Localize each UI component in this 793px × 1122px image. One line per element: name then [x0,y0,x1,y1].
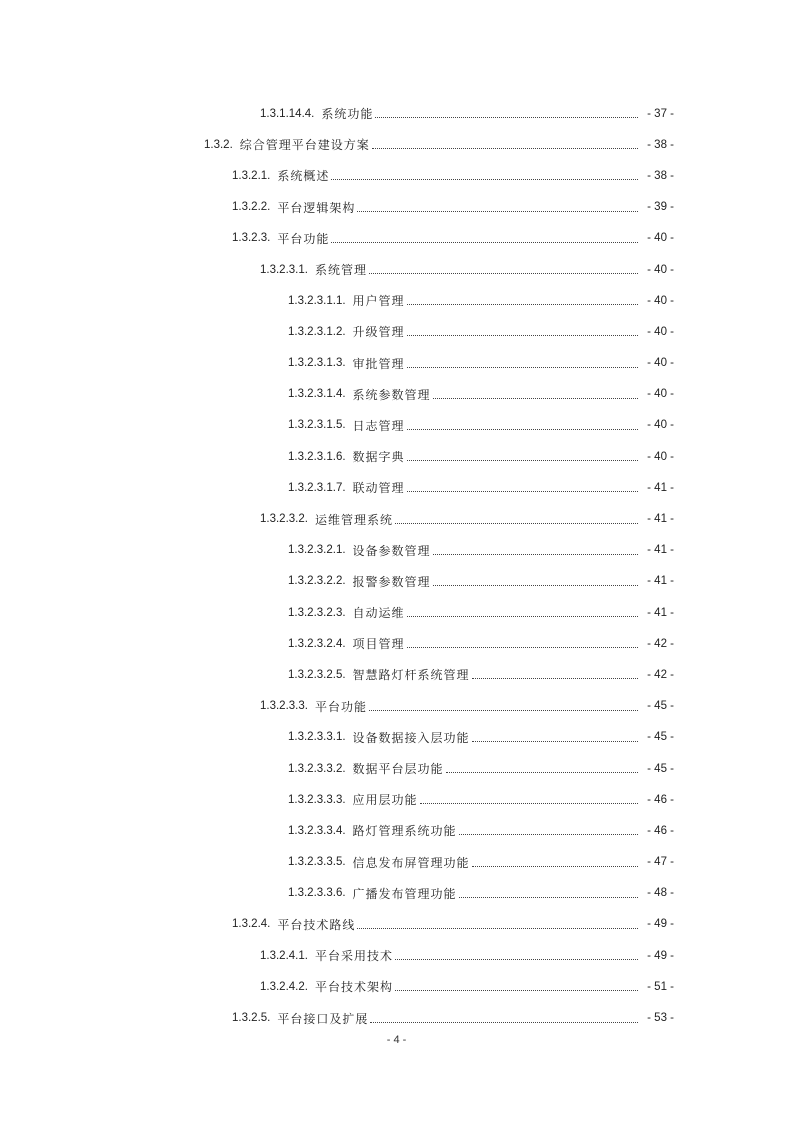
toc-entry-page: - 45 - [647,700,674,713]
toc-dot-leader [433,386,638,399]
toc-entry-page: - 41 - [647,544,674,557]
toc-dot-leader [395,978,638,991]
toc-entry-title: 应用层功能 [352,793,418,808]
toc-entry-title: 数据字典 [352,450,405,465]
toc-entry[interactable] [0,98,793,129]
toc-dot-leader [369,698,638,711]
toc-entry-number: 1.3.2.4. [232,918,271,931]
toc-entry-page: - 39 - [647,201,674,214]
toc-dot-leader [472,666,638,679]
toc-dot-leader [472,854,638,867]
toc-dot-leader [407,448,638,461]
toc-dot-leader [407,292,638,305]
toc-entry-title: 报警参数管理 [352,574,431,589]
toc-entry-title: 设备参数管理 [352,543,431,558]
toc-dot-leader [357,199,638,212]
toc-dot-leader [407,323,638,336]
toc-entry-number: 1.3.2.3.2.2. [288,575,346,588]
toc-entry-title: 系统管理 [314,263,367,278]
toc-entry[interactable] [0,379,793,410]
toc-entry-page: - 40 - [647,325,674,338]
toc-entry-page: - 40 - [647,450,674,463]
toc-entry-title: 项目管理 [352,637,405,652]
toc-entry[interactable] [0,815,793,846]
toc-entry-title: 系统概述 [277,169,330,184]
toc-entry[interactable] [0,628,793,659]
toc-entry-page: - 45 - [647,762,674,775]
toc-entry-page: - 49 - [647,918,674,931]
toc-entry-number: 1.3.2.5. [232,1012,271,1025]
toc-entry[interactable] [0,597,793,628]
toc-entry-number: 1.3.2.3.3.1. [288,731,346,744]
toc-entry-number: 1.3.2.3.1.1. [288,294,346,307]
toc-entry-page: - 41 - [647,481,674,494]
toc-entry-title: 设备数据接入层功能 [352,730,470,745]
toc-dot-leader [407,417,638,430]
toc-entry[interactable] [0,160,793,191]
toc-entry[interactable] [0,940,793,971]
toc-dot-leader [420,791,638,804]
toc-dot-leader [433,573,638,586]
toc-entry-number: 1.3.1.14.4. [260,107,315,120]
toc-dot-leader [395,947,638,960]
toc-entry-page: - 42 - [647,668,674,681]
toc-entry-title: 系统功能 [321,107,374,122]
toc-entry[interactable] [0,192,793,223]
toc-dot-leader [459,822,638,835]
toc-entry-number: 1.3.2.3.3.4. [288,824,346,837]
toc-entry-number: 1.3.2.3.1. [260,263,308,276]
toc-entry-number: 1.3.2.3.2. [260,513,308,526]
toc-entry-title: 系统参数管理 [352,387,431,402]
toc-entry-number: 1.3.2.3.3.5. [288,856,346,869]
toc-entry-title: 平台技术架构 [314,980,393,995]
toc-entry-page: - 40 - [647,388,674,401]
toc-entry-number: 1.3.2.3.3.6. [288,887,346,900]
toc-entry-number: 1.3.2.3.1.6. [288,450,346,463]
toc-entry[interactable] [0,472,793,503]
toc-entry-number: 1.3.2.3.2.5. [288,668,346,681]
toc-entry[interactable] [0,316,793,347]
toc-entry-number: 1.3.2.3.1.5. [288,419,346,432]
toc-entry-title: 平台接口及扩展 [277,1011,369,1026]
toc-dot-leader [370,1010,638,1023]
toc-entry-title: 平台功能 [277,231,330,246]
toc-dot-leader [375,105,638,118]
toc-entry-page: - 46 - [647,793,674,806]
toc-entry-number: 1.3.2.3.1.2. [288,325,346,338]
toc-entry-number: 1.3.2.3.2.4. [288,637,346,650]
toc-dot-leader [407,635,638,648]
toc-entry-page: - 40 - [647,294,674,307]
toc-dot-leader [407,479,638,492]
toc-dot-leader [472,729,638,742]
toc-dot-leader [372,136,638,149]
toc-entry-number: 1.3.2.2. [232,201,271,214]
toc-entry-title: 平台技术路线 [277,917,356,932]
toc-entry-title: 综合管理平台建设方案 [239,138,370,153]
toc-entry[interactable] [0,878,793,909]
toc-entry-page: - 38 - [647,169,674,182]
toc-dot-leader [407,604,638,617]
toc-entry-title: 自动运维 [352,606,405,621]
toc-entry-number: 1.3.2.3.1.3. [288,357,346,370]
toc-entry-number: 1.3.2.4.2. [260,980,308,993]
toc-dot-leader [446,760,638,773]
toc-entry-page: - 51 - [647,980,674,993]
toc-entry[interactable] [0,1002,793,1033]
toc-dot-leader [433,542,638,555]
toc-entry[interactable] [0,285,793,316]
table-of-contents [0,98,793,1034]
toc-entry-number: 1.3.2.1. [232,169,271,182]
toc-entry-page: - 41 - [647,513,674,526]
toc-entry-title: 用户管理 [352,294,405,309]
toc-entry-page: - 38 - [647,138,674,151]
toc-dot-leader [407,355,638,368]
toc-entry-number: 1.3.2.3.3.2. [288,762,346,775]
toc-entry-page: - 48 - [647,887,674,900]
toc-entry-page: - 42 - [647,637,674,650]
toc-entry-page: - 40 - [647,232,674,245]
toc-entry-number: 1.3.2.3. [232,232,271,245]
toc-entry-number: 1.3.2.3.1.4. [288,388,346,401]
toc-entry-title: 运维管理系统 [314,512,393,527]
toc-entry-title: 信息发布屏管理功能 [352,855,470,870]
toc-entry-title: 数据平台层功能 [352,762,444,777]
toc-entry-title: 智慧路灯杆系统管理 [352,668,470,683]
toc-entry-number: 1.3.2.3.2.3. [288,606,346,619]
toc-entry-page: - 49 - [647,949,674,962]
toc-entry[interactable] [0,909,793,940]
toc-entry-page: - 41 - [647,575,674,588]
toc-entry[interactable] [0,566,793,597]
toc-entry[interactable] [0,847,793,878]
toc-entry-page: - 40 - [647,357,674,370]
toc-entry-page: - 37 - [647,107,674,120]
toc-entry[interactable] [0,722,793,753]
toc-entry-title: 联动管理 [352,481,405,496]
toc-dot-leader [357,916,638,929]
toc-entry-title: 升级管理 [352,325,405,340]
toc-entry[interactable] [0,503,793,534]
toc-entry[interactable] [0,659,793,690]
toc-dot-leader [331,167,638,180]
toc-entry-page: - 45 - [647,731,674,744]
toc-entry[interactable] [0,254,793,285]
toc-entry-title: 平台逻辑架构 [277,200,356,215]
toc-dot-leader [395,511,638,524]
toc-entry-title: 审批管理 [352,356,405,371]
toc-entry[interactable] [0,410,793,441]
toc-entry[interactable] [0,691,793,722]
toc-entry[interactable] [0,971,793,1002]
toc-entry-page: - 40 - [647,263,674,276]
toc-entry[interactable] [0,129,793,160]
toc-entry-title: 日志管理 [352,418,405,433]
toc-dot-leader [331,230,638,243]
toc-entry-page: - 46 - [647,824,674,837]
toc-entry[interactable] [0,223,793,254]
toc-entry-page: - 53 - [647,1012,674,1025]
toc-entry-number: 1.3.2.3.2.1. [288,544,346,557]
toc-entry-number: 1.3.2.3.1.7. [288,481,346,494]
toc-entry-number: 1.3.2.3.3.3. [288,793,346,806]
toc-entry-number: 1.3.2. [204,138,233,151]
toc-dot-leader [459,885,638,898]
toc-entry[interactable] [0,441,793,472]
toc-entry-title: 平台功能 [314,699,367,714]
toc-entry[interactable] [0,784,793,815]
page-footer-number: - 4 - [386,1034,407,1046]
toc-entry-page: - 40 - [647,419,674,432]
toc-entry[interactable] [0,753,793,784]
toc-entry-title: 广播发布管理功能 [352,886,457,901]
toc-entry[interactable] [0,348,793,379]
toc-entry-number: 1.3.2.4.1. [260,949,308,962]
toc-entry-title: 平台采用技术 [314,949,393,964]
toc-dot-leader [369,261,638,274]
toc-entry-title: 路灯管理系统功能 [352,824,457,839]
toc-entry-number: 1.3.2.3.3. [260,700,308,713]
toc-entry-page: - 47 - [647,856,674,869]
toc-entry[interactable] [0,535,793,566]
toc-entry-page: - 41 - [647,606,674,619]
